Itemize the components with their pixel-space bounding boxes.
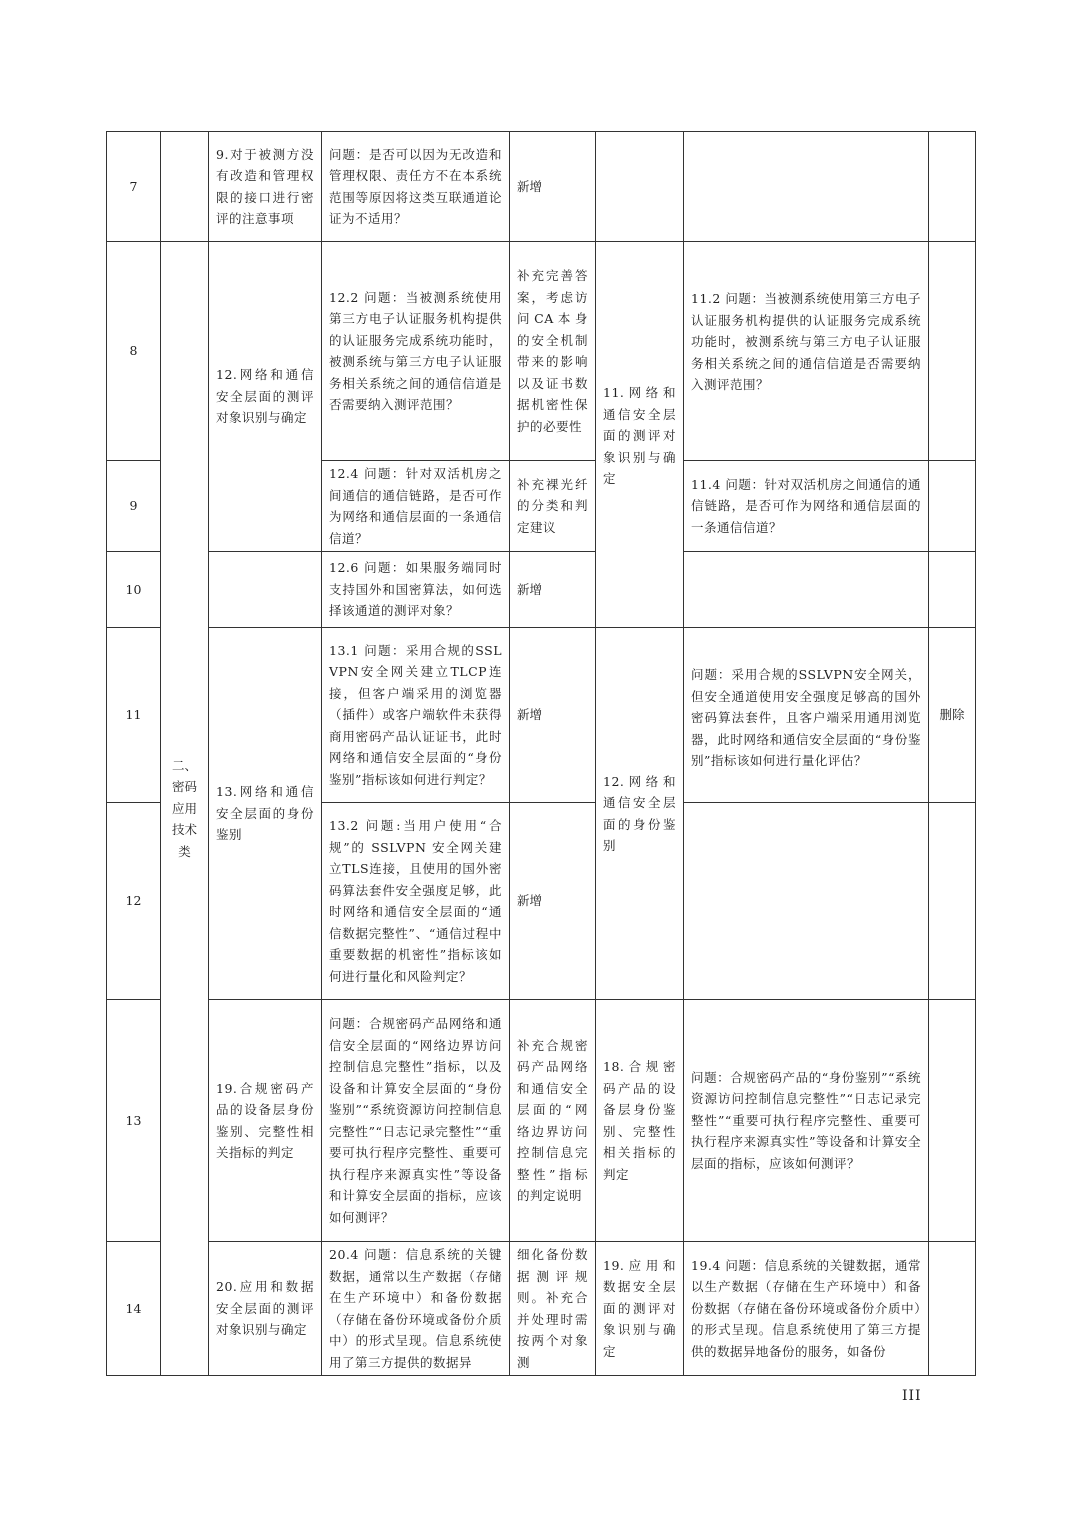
question-cell: 20.4 问题：信息系统的关键数据，通常以生产数据（存储在生产环境中）和备份数据（存储在备份环境或备份介质中）的形式呈现。信息系统使用了第三方提供的数据异 [322, 1242, 510, 1376]
table-row [107, 132, 976, 242]
change-cell: 新增 [510, 628, 596, 803]
item-cell: 12.网络和通信安全层面的测评对象识别与确定 [209, 242, 322, 552]
old-question-cell: 问题：合规密码产品的“身份鉴别”“系统资源访问控制信息完整性”“日志记录完整性”“重要可执行程序完整性、重要可执行程序来源真实性”等设备和计算安全层面的指标，应该如何测评？ [684, 1000, 929, 1242]
page-number: III [902, 1388, 922, 1404]
old-question-cell: 11.4 问题：针对双活机房之间通信的通信链路，是否可作为网络和通信层面的一条通信信道？ [684, 461, 929, 552]
old-question-cell [684, 552, 929, 628]
remark-cell: 删除 [929, 628, 976, 803]
table-row [107, 1000, 976, 1242]
old-question-cell: 11.2 问题：当被测系统使用第三方电子认证服务机构提供的认证服务完成系统功能时，被测系统与第三方电子认证服务相关系统之间的通信信道是否需要纳入测评范围？ [684, 242, 929, 461]
remark-cell [929, 132, 976, 242]
change-cell: 补充合规密码产品网络和通信安全层面的“网络边界访问控制信息完整性”指标的判定说明 [510, 1000, 596, 1242]
row-number: 11 [107, 628, 161, 803]
old-item-cell: 18.合规密码产品的设备层身份鉴别、完整性相关指标的判定 [596, 1000, 684, 1242]
old-question-cell: 19.4 问题：信息系统的关键数据，通常以生产数据（存储在生产环境中）和备份数据（存储在备份环境或备份介质中）的形式呈现。信息系统使用了第三方提供的数据异地备份的服务，如备份 [684, 1242, 929, 1376]
old-item-cell [596, 132, 684, 242]
old-item-cell: 11.网络和通信安全层面的测评对象识别与确定 [596, 242, 684, 628]
question-cell: 13.1 问题：采用合规的SSLVPN安全网关建立TLCP连接，但客户端采用的浏览器（插件）或客户端软件未获得商用密码产品认证证书，此时网络和通信安全层面的“身份鉴别”指标该如何进行判定？ [322, 628, 510, 803]
table-row [107, 242, 976, 461]
question-cell: 12.2 问题：当被测系统使用第三方电子认证服务机构提供的认证服务完成系统功能时，被测系统与第三方电子认证服务相关系统之间的通信信道是否需要纳入测评范围？ [322, 242, 510, 461]
row-number: 9 [107, 461, 161, 552]
item-cell: 20.应用和数据安全层面的测评对象识别与确定 [209, 1242, 322, 1376]
remark-cell [929, 461, 976, 552]
item-cell [209, 552, 322, 628]
question-cell: 问题：是否可以因为无改造和管理权限、责任方不在本系统范围等原因将这类互联通道论证为不适用？ [322, 132, 510, 242]
old-item-cell: 19.应用和数据安全层面的测评对象识别与确定 [596, 1242, 684, 1376]
change-cell: 新增 [510, 552, 596, 628]
category-cell: 二、密码应用技术类 [161, 242, 209, 1376]
old-question-cell [684, 132, 929, 242]
row-number: 8 [107, 242, 161, 461]
category-cell [161, 132, 209, 242]
change-cell: 补充完善答案，考虑访问CA本身的安全机制带来的影响以及证书数据机密性保护的必要性 [510, 242, 596, 461]
revision-table [106, 131, 976, 1376]
row-number: 10 [107, 552, 161, 628]
question-cell: 12.6 问题：如果服务端同时支持国外和国密算法，如何选择该通道的测评对象？ [322, 552, 510, 628]
remark-cell [929, 1000, 976, 1242]
row-number: 14 [107, 1242, 161, 1376]
question-cell: 13.2 问题:当用户使用“合规”的 SSLVPN 安全网关建立TLS连接，且使用的国外密码算法套件安全强度足够，此时网络和通信安全层面的“通信数据完整性”、“通信过程中重要数据的机密性”指标该如何进行量化和风险判定？ [322, 803, 510, 1000]
table-row [107, 552, 976, 628]
change-cell: 细化备份数据测评规则。补充合并处理时需按两个对象测 [510, 1242, 596, 1376]
row-number: 13 [107, 1000, 161, 1242]
remark-cell [929, 552, 976, 628]
row-number: 7 [107, 132, 161, 242]
old-question-cell: 问题：采用合规的SSLVPN安全网关，但安全通道使用安全强度足够高的国外密码算法套件，且客户端采用通用浏览器，此时网络和通信安全层面的“身份鉴别”指标该如何进行量化评估？ [684, 628, 929, 803]
question-cell: 12.4 问题：针对双活机房之间通信的通信链路，是否可作为网络和通信层面的一条通信信道？ [322, 461, 510, 552]
change-cell: 新增 [510, 803, 596, 1000]
table-row [107, 628, 976, 803]
item-cell: 19.合规密码产品的设备层身份鉴别、完整性相关指标的判定 [209, 1000, 322, 1242]
old-question-cell [684, 803, 929, 1000]
remark-cell [929, 803, 976, 1000]
item-cell: 13.网络和通信安全层面的身份鉴别 [209, 628, 322, 1000]
old-item-cell: 12.网络和通信安全层面的身份鉴别 [596, 628, 684, 1000]
remark-cell [929, 1242, 976, 1376]
remark-cell [929, 242, 976, 461]
change-cell: 补充裸光纤的分类和判定建议 [510, 461, 596, 552]
question-cell: 问题：合规密码产品网络和通信安全层面的“网络边界访问控制信息完整性”指标，以及设备和计算安全层面的“身份鉴别”“系统资源访问控制信息完整性”“日志记录完整性”“重要可执行程序完整性、重要可执行程序来源真实性”等设备和计算安全层面的指标，应该如何测评？ [322, 1000, 510, 1242]
table-row [107, 1242, 976, 1376]
row-number: 12 [107, 803, 161, 1000]
change-cell: 新增 [510, 132, 596, 242]
item-cell: 9.对于被测方没有改造和管理权限的接口进行密评的注意事项 [209, 132, 322, 242]
